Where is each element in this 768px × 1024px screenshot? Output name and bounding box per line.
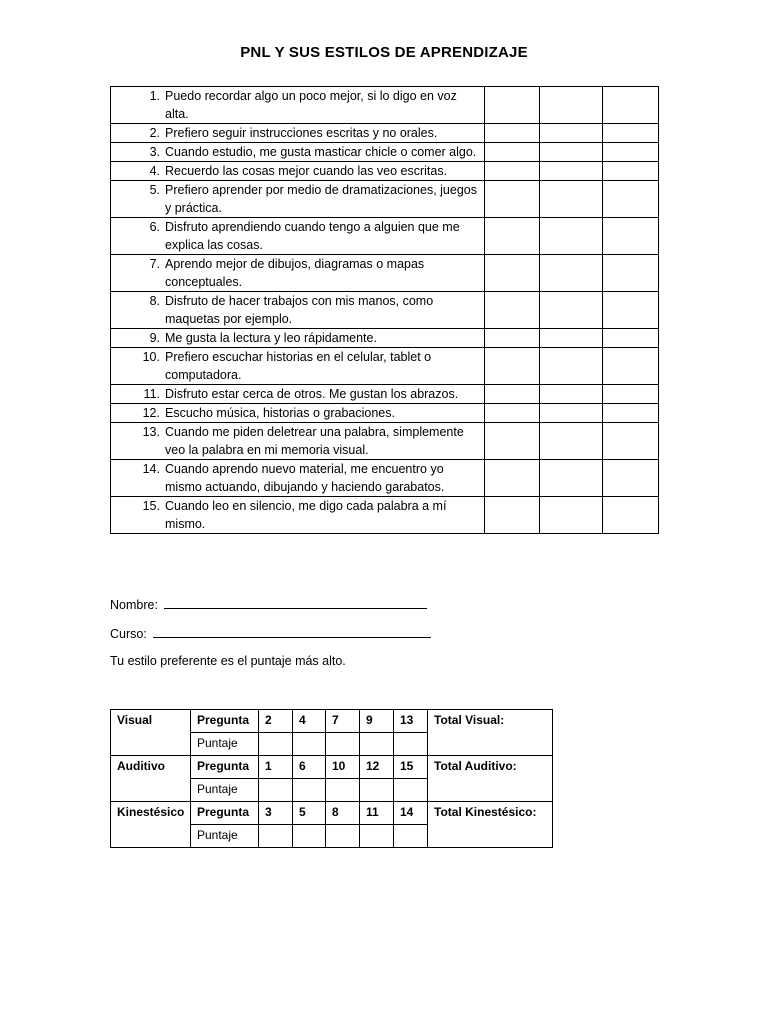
question-text: Cuando estudio, me gusta masticar chicle o comer algo.: [165, 145, 477, 159]
answer-cell-2[interactable]: [540, 218, 603, 255]
nombre-input-line[interactable]: [164, 596, 427, 609]
answer-cell-2[interactable]: [540, 385, 603, 404]
puntaje-label: Puntaje: [191, 733, 259, 756]
question-number: 3.: [149, 145, 160, 159]
total-label: Total Auditivo:: [428, 756, 553, 802]
answer-cell-3[interactable]: [603, 404, 659, 423]
question-ref-cell: 14: [394, 802, 428, 825]
question-text: Cuando me piden deletrear una palabra, simplemente veo la palabra en mi memoria visual.: [165, 425, 464, 457]
answer-cell-2[interactable]: [540, 329, 603, 348]
question-number: 10.: [142, 350, 160, 364]
answer-cell-1[interactable]: [485, 87, 540, 124]
answer-cell-1[interactable]: [485, 218, 540, 255]
total-label: Total Kinestésico:: [428, 802, 553, 848]
question-number: 12.: [142, 406, 160, 420]
puntaje-input-cell[interactable]: [293, 733, 326, 756]
question-cell: [111, 218, 485, 255]
answer-cell-3[interactable]: [603, 181, 659, 218]
puntaje-input-cell[interactable]: [360, 733, 394, 756]
answer-cell-3[interactable]: [603, 329, 659, 348]
score-question-row: [111, 802, 553, 825]
question-row: [111, 404, 659, 423]
question-cell: [111, 124, 485, 143]
answer-cell-3[interactable]: [603, 460, 659, 497]
answer-cell-2[interactable]: [540, 497, 603, 534]
puntaje-input-cell[interactable]: [360, 825, 394, 848]
answer-cell-2[interactable]: [540, 162, 603, 181]
question-ref-cell: 1: [259, 756, 293, 779]
puntaje-input-cell[interactable]: [394, 825, 428, 848]
answer-cell-1[interactable]: [485, 404, 540, 423]
puntaje-input-cell[interactable]: [326, 825, 360, 848]
answer-cell-1[interactable]: [485, 385, 540, 404]
answer-cell-3[interactable]: [603, 423, 659, 460]
answer-cell-3[interactable]: [603, 218, 659, 255]
curso-label: Curso:: [110, 627, 147, 641]
question-number: 13.: [142, 425, 160, 439]
question-cell: [111, 497, 485, 534]
puntaje-input-cell[interactable]: [259, 779, 293, 802]
question-number: 6.: [149, 220, 160, 234]
answer-cell-2[interactable]: [540, 404, 603, 423]
answer-cell-3[interactable]: [603, 497, 659, 534]
answer-cell-1[interactable]: [485, 497, 540, 534]
question-number: 7.: [149, 257, 160, 271]
answer-cell-1[interactable]: [485, 162, 540, 181]
answer-cell-1[interactable]: [485, 255, 540, 292]
question-cell: [111, 329, 485, 348]
question-ref-cell: 8: [326, 802, 360, 825]
pregunta-label: Pregunta: [191, 756, 259, 779]
question-row: [111, 460, 659, 497]
question-text: Aprendo mejor de dibujos, diagramas o mapas conceptuales.: [165, 257, 425, 289]
pregunta-label: Pregunta: [191, 710, 259, 733]
question-text: Prefiero seguir instrucciones escritas y no orales.: [165, 126, 438, 140]
total-label: Total Visual:: [428, 710, 553, 756]
question-ref-cell: 11: [360, 802, 394, 825]
question-cell: [111, 181, 485, 218]
style-label: Auditivo: [111, 756, 191, 802]
answer-cell-1[interactable]: [485, 292, 540, 329]
puntaje-label: Puntaje: [191, 825, 259, 848]
answer-cell-2[interactable]: [540, 255, 603, 292]
answer-cell-1[interactable]: [485, 423, 540, 460]
puntaje-label: Puntaje: [191, 779, 259, 802]
question-row: [111, 385, 659, 404]
question-ref-cell: 10: [326, 756, 360, 779]
puntaje-input-cell[interactable]: [326, 733, 360, 756]
question-cell: [111, 460, 485, 497]
question-text: Cuando leo en silencio, me digo cada palabra a mí mismo.: [165, 499, 447, 531]
question-number: 1.: [149, 89, 160, 103]
question-number: 2.: [149, 126, 160, 140]
question-row: [111, 162, 659, 181]
answer-cell-2[interactable]: [540, 460, 603, 497]
question-row: [111, 348, 659, 385]
answer-cell-2[interactable]: [540, 181, 603, 218]
question-cell: [111, 143, 485, 162]
question-text: Prefiero escuchar historias en el celular, tablet o computadora.: [165, 350, 432, 382]
question-ref-cell: 13: [394, 710, 428, 733]
score-table: [110, 709, 553, 848]
question-text: Recuerdo las cosas mejor cuando las veo escritas.: [165, 164, 448, 178]
answer-cell-3[interactable]: [603, 292, 659, 329]
question-text: Cuando aprendo nuevo material, me encuentro yo mismo actuando, dibujando y haciendo garabatos.: [165, 462, 445, 494]
answer-cell-1[interactable]: [485, 124, 540, 143]
question-ref-cell: 5: [293, 802, 326, 825]
answer-cell-2[interactable]: [540, 124, 603, 143]
question-text: Me gusta la lectura y leo rápidamente.: [165, 331, 377, 345]
page-title: PNL Y SUS ESTILOS DE APRENDIZAJE: [240, 44, 528, 61]
answer-cell-2[interactable]: [540, 87, 603, 124]
question-ref-cell: 15: [394, 756, 428, 779]
questionnaire-table: [110, 86, 659, 534]
answer-cell-1[interactable]: [485, 460, 540, 497]
question-cell: [111, 348, 485, 385]
question-ref-cell: 4: [293, 710, 326, 733]
answer-cell-3[interactable]: [603, 143, 659, 162]
curso-field: [110, 625, 431, 641]
answer-cell-2[interactable]: [540, 143, 603, 162]
question-row: [111, 87, 659, 124]
question-row: [111, 143, 659, 162]
question-number: 8.: [149, 294, 160, 308]
question-row: [111, 497, 659, 534]
puntaje-input-cell[interactable]: [360, 779, 394, 802]
style-label: Visual: [111, 710, 191, 756]
answer-cell-3[interactable]: [603, 162, 659, 181]
nombre-field: [110, 596, 427, 612]
question-row: [111, 255, 659, 292]
answer-cell-2[interactable]: [540, 292, 603, 329]
curso-input-line[interactable]: [153, 625, 431, 638]
question-ref-cell: 2: [259, 710, 293, 733]
instruction-text: Tu estilo preferente es el puntaje más alto.: [110, 654, 346, 668]
question-number: 4.: [149, 164, 160, 178]
question-ref-cell: 7: [326, 710, 360, 733]
question-cell: [111, 385, 485, 404]
puntaje-input-cell[interactable]: [293, 779, 326, 802]
question-row: [111, 292, 659, 329]
puntaje-input-cell[interactable]: [394, 779, 428, 802]
question-text: Prefiero aprender por medio de dramatizaciones, juegos y práctica.: [165, 183, 477, 215]
question-text: Escucho música, historias o grabaciones.: [165, 406, 395, 420]
answer-cell-1[interactable]: [485, 348, 540, 385]
question-number: 11.: [143, 387, 160, 401]
question-cell: [111, 423, 485, 460]
answer-cell-3[interactable]: [603, 255, 659, 292]
question-number: 9.: [149, 331, 160, 345]
answer-cell-3[interactable]: [603, 87, 659, 124]
answer-cell-3[interactable]: [603, 124, 659, 143]
puntaje-input-cell[interactable]: [259, 825, 293, 848]
question-cell: [111, 87, 485, 124]
question-row: [111, 181, 659, 218]
question-cell: [111, 255, 485, 292]
question-number: 15.: [142, 499, 160, 513]
question-ref-cell: 6: [293, 756, 326, 779]
nombre-label: Nombre:: [110, 598, 158, 612]
answer-cell-1[interactable]: [485, 181, 540, 218]
puntaje-input-cell[interactable]: [259, 733, 293, 756]
answer-cell-1[interactable]: [485, 143, 540, 162]
question-row: [111, 329, 659, 348]
question-number: 14.: [142, 462, 160, 476]
question-text: Disfruto de hacer trabajos con mis manos, como maquetas por ejemplo.: [165, 294, 434, 326]
score-question-row: [111, 710, 553, 733]
puntaje-input-cell[interactable]: [394, 733, 428, 756]
question-ref-cell: 12: [360, 756, 394, 779]
puntaje-input-cell[interactable]: [293, 825, 326, 848]
question-cell: [111, 292, 485, 329]
answer-cell-1[interactable]: [485, 329, 540, 348]
question-text: Disfruto estar cerca de otros. Me gustan los abrazos.: [165, 387, 459, 401]
question-row: [111, 218, 659, 255]
question-ref-cell: 9: [360, 710, 394, 733]
question-ref-cell: 3: [259, 802, 293, 825]
question-text: Puedo recordar algo un poco mejor, si lo digo en voz alta.: [165, 89, 457, 121]
question-number: 5.: [149, 183, 160, 197]
answer-cell-3[interactable]: [603, 385, 659, 404]
question-cell: [111, 404, 485, 423]
question-cell: [111, 162, 485, 181]
question-row: [111, 423, 659, 460]
answer-cell-2[interactable]: [540, 423, 603, 460]
score-question-row: [111, 756, 553, 779]
pregunta-label: Pregunta: [191, 802, 259, 825]
style-label: Kinestésico: [111, 802, 191, 848]
puntaje-input-cell[interactable]: [326, 779, 360, 802]
answer-cell-2[interactable]: [540, 348, 603, 385]
question-row: [111, 124, 659, 143]
question-text: Disfruto aprendiendo cuando tengo a alguien que me explica las cosas.: [165, 220, 460, 252]
answer-cell-3[interactable]: [603, 348, 659, 385]
